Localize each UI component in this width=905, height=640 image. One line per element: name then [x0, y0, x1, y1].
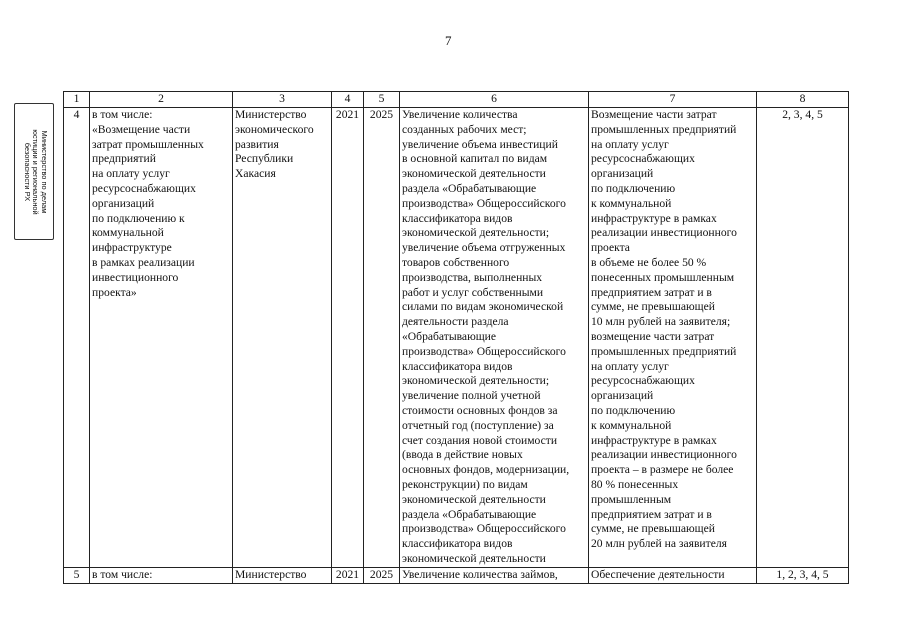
cell-text-line: увеличение объема отгруженных: [402, 241, 566, 255]
cell-text-line: основных фондов, модернизации,: [402, 463, 570, 477]
cell-text-line: стоимости основных фондов за: [402, 403, 558, 417]
measure-name-cell: [90, 108, 233, 568]
cell-text-line: по подключению: [591, 181, 676, 195]
start-year-cell: 2021: [332, 108, 364, 568]
executor-cell: [233, 108, 332, 568]
cell-text-line: к коммунальной: [591, 418, 672, 432]
cell-text-line: Увеличение количества займов,: [402, 567, 558, 581]
cell-text-line: классификатора видов: [402, 537, 513, 551]
cell-text-line: отчетный год (поступление) за: [402, 418, 554, 432]
expected-results-cell: [400, 567, 589, 583]
stamp-text: [22, 106, 48, 238]
cell-text-line: развития: [235, 137, 279, 151]
cell-text-line: ресурсоснабжающих: [591, 152, 695, 166]
ministry-stamp: [14, 103, 54, 240]
cell-text-line: сумме, не превышающей: [591, 522, 715, 536]
program-measures-table: [63, 91, 849, 584]
stamp-line: безопасности РХ: [22, 142, 32, 202]
header-cell: 2: [90, 92, 233, 108]
cell-text-line: экономической деятельности: [402, 551, 546, 565]
cell-text-line: проекта: [591, 241, 630, 255]
cell-text-line: на оплату услуг: [591, 137, 669, 151]
cell-text-line: предприятием затрат и в: [591, 507, 712, 521]
cell-text-line: промышленных предприятий: [591, 122, 737, 136]
cell-text-line: увеличение полной учетной: [402, 389, 541, 403]
cell-text-line: в основной капитал по видам: [402, 152, 548, 166]
cell-text-line: 80 % понесенных: [591, 477, 679, 491]
cell-text-line: в рамках реализации: [92, 255, 195, 269]
cell-text-line: экономической деятельности: [402, 167, 546, 181]
cell-text-line: реконструкции) по видам: [402, 477, 528, 491]
cell-text-line: производства, выполненных: [402, 270, 543, 284]
start-year-cell: 2021: [332, 567, 364, 583]
indicator-links-cell: 2, 3, 4, 5: [757, 108, 849, 568]
cell-text-line: возмещение части затрат: [591, 329, 715, 343]
cell-text-line: 10 млн рублей на заявителя;: [591, 315, 731, 329]
cell-text-line: Возмещение части затрат: [591, 108, 717, 121]
cell-text-line: Обеспечение деятельности: [591, 567, 725, 581]
cell-text-line: проекта»: [92, 285, 137, 299]
end-year-cell: 2025: [364, 108, 400, 568]
executor-cell: [233, 567, 332, 583]
cell-text-line: классификатора видов: [402, 359, 513, 373]
cell-text-line: раздела «Обрабатывающие: [402, 181, 537, 195]
cell-text-line: 20 млн рублей на заявителя: [591, 537, 727, 551]
cell-text-line: сумме, не превышающей: [591, 300, 715, 314]
cell-text-line: Увеличение количества: [402, 108, 518, 121]
indicator-links-cell: 1, 2, 3, 4, 5: [757, 567, 849, 583]
stamp-line: Министерство по делам: [39, 130, 49, 214]
cell-text-line: силами по видам экономической: [402, 300, 564, 314]
cell-text-line: к коммунальной: [591, 196, 672, 210]
cell-text-line: деятельности раздела: [402, 315, 509, 329]
cell-text-line: организаций: [591, 389, 654, 403]
main-activities-cell: [589, 567, 757, 583]
cell-text-line: проекта – в размере не более: [591, 463, 734, 477]
cell-text-line: Министерство: [235, 108, 307, 121]
end-year-cell: 2025: [364, 567, 400, 583]
cell-text-line: экономического: [235, 122, 314, 136]
stamp-line: юстиции и региональной: [31, 129, 41, 215]
cell-text-line: увеличение объема инвестиций: [402, 137, 558, 151]
row-number: 5: [64, 567, 90, 583]
cell-text-line: по подключению: [591, 403, 676, 417]
cell-text-line: на оплату услуг: [92, 167, 170, 181]
header-cell: 8: [757, 92, 849, 108]
expected-results-cell: [400, 108, 589, 568]
cell-text-line: в объеме не более 50 %: [591, 255, 707, 269]
cell-text-line: созданных рабочих мест;: [402, 122, 527, 136]
measure-name-cell: [90, 567, 233, 583]
cell-text-line: производства» Общероссийского: [402, 196, 566, 210]
table-header-row: [64, 92, 849, 108]
header-cell: 5: [364, 92, 400, 108]
cell-text-line: организаций: [591, 167, 654, 181]
cell-text-line: коммунальной: [92, 226, 164, 240]
cell-text-line: инвестиционного: [92, 270, 179, 284]
cell-text-line: Хакасия: [235, 167, 276, 181]
table-row: [64, 108, 849, 568]
cell-text-line: организаций: [92, 196, 155, 210]
cell-text-line: предприятий: [92, 152, 156, 166]
cell-text-line: «Возмещение части: [92, 122, 191, 136]
cell-text-line: затрат промышленных: [92, 137, 204, 151]
cell-text-line: реализации инвестиционного: [591, 226, 737, 240]
cell-text-line: производства» Общероссийского: [402, 522, 566, 536]
row-number: 4: [64, 108, 90, 568]
cell-text-line: реализации инвестиционного: [591, 448, 737, 462]
cell-text-line: ресурсоснабжающих: [591, 374, 695, 388]
cell-text-line: понесенных промышленным: [591, 270, 735, 284]
cell-text-line: инфраструктуре в рамках: [591, 211, 717, 225]
cell-text-line: (ввода в действие новых: [402, 448, 523, 462]
cell-text-line: раздела «Обрабатывающие: [402, 507, 537, 521]
header-cell: 4: [332, 92, 364, 108]
cell-text-line: производства» Общероссийского: [402, 344, 566, 358]
main-activities-cell: [589, 108, 757, 568]
header-cell: 7: [589, 92, 757, 108]
header-cell: 3: [233, 92, 332, 108]
cell-text-line: ресурсоснабжающих: [92, 181, 196, 195]
cell-text-line: промышленных предприятий: [591, 344, 737, 358]
cell-text-line: предприятием затрат и в: [591, 285, 712, 299]
cell-text-line: в том числе:: [92, 108, 153, 121]
cell-text-line: счет создания новой стоимости: [402, 433, 558, 447]
cell-text-line: по подключению к: [92, 211, 185, 225]
cell-text-line: на оплату услуг: [591, 359, 669, 373]
cell-text-line: экономической деятельности;: [402, 374, 550, 388]
header-cell: 6: [400, 92, 589, 108]
cell-text-line: инфраструктуре: [92, 241, 172, 255]
header-cell: 1: [64, 92, 90, 108]
cell-text-line: в том числе:: [92, 567, 153, 581]
cell-text-line: товаров собственного: [402, 255, 510, 269]
cell-text-line: Республики: [235, 152, 294, 166]
table-row: [64, 567, 849, 583]
cell-text-line: промышленным: [591, 492, 672, 506]
page-number: 7: [445, 33, 452, 48]
cell-text-line: работ и услуг собственными: [402, 285, 544, 299]
cell-text-line: «Обрабатывающие: [402, 329, 497, 343]
cell-text-line: Министерство: [235, 567, 307, 581]
cell-text-line: экономической деятельности: [402, 492, 546, 506]
cell-text-line: экономической деятельности;: [402, 226, 550, 240]
cell-text-line: классификатора видов: [402, 211, 513, 225]
cell-text-line: инфраструктуре в рамках: [591, 433, 717, 447]
